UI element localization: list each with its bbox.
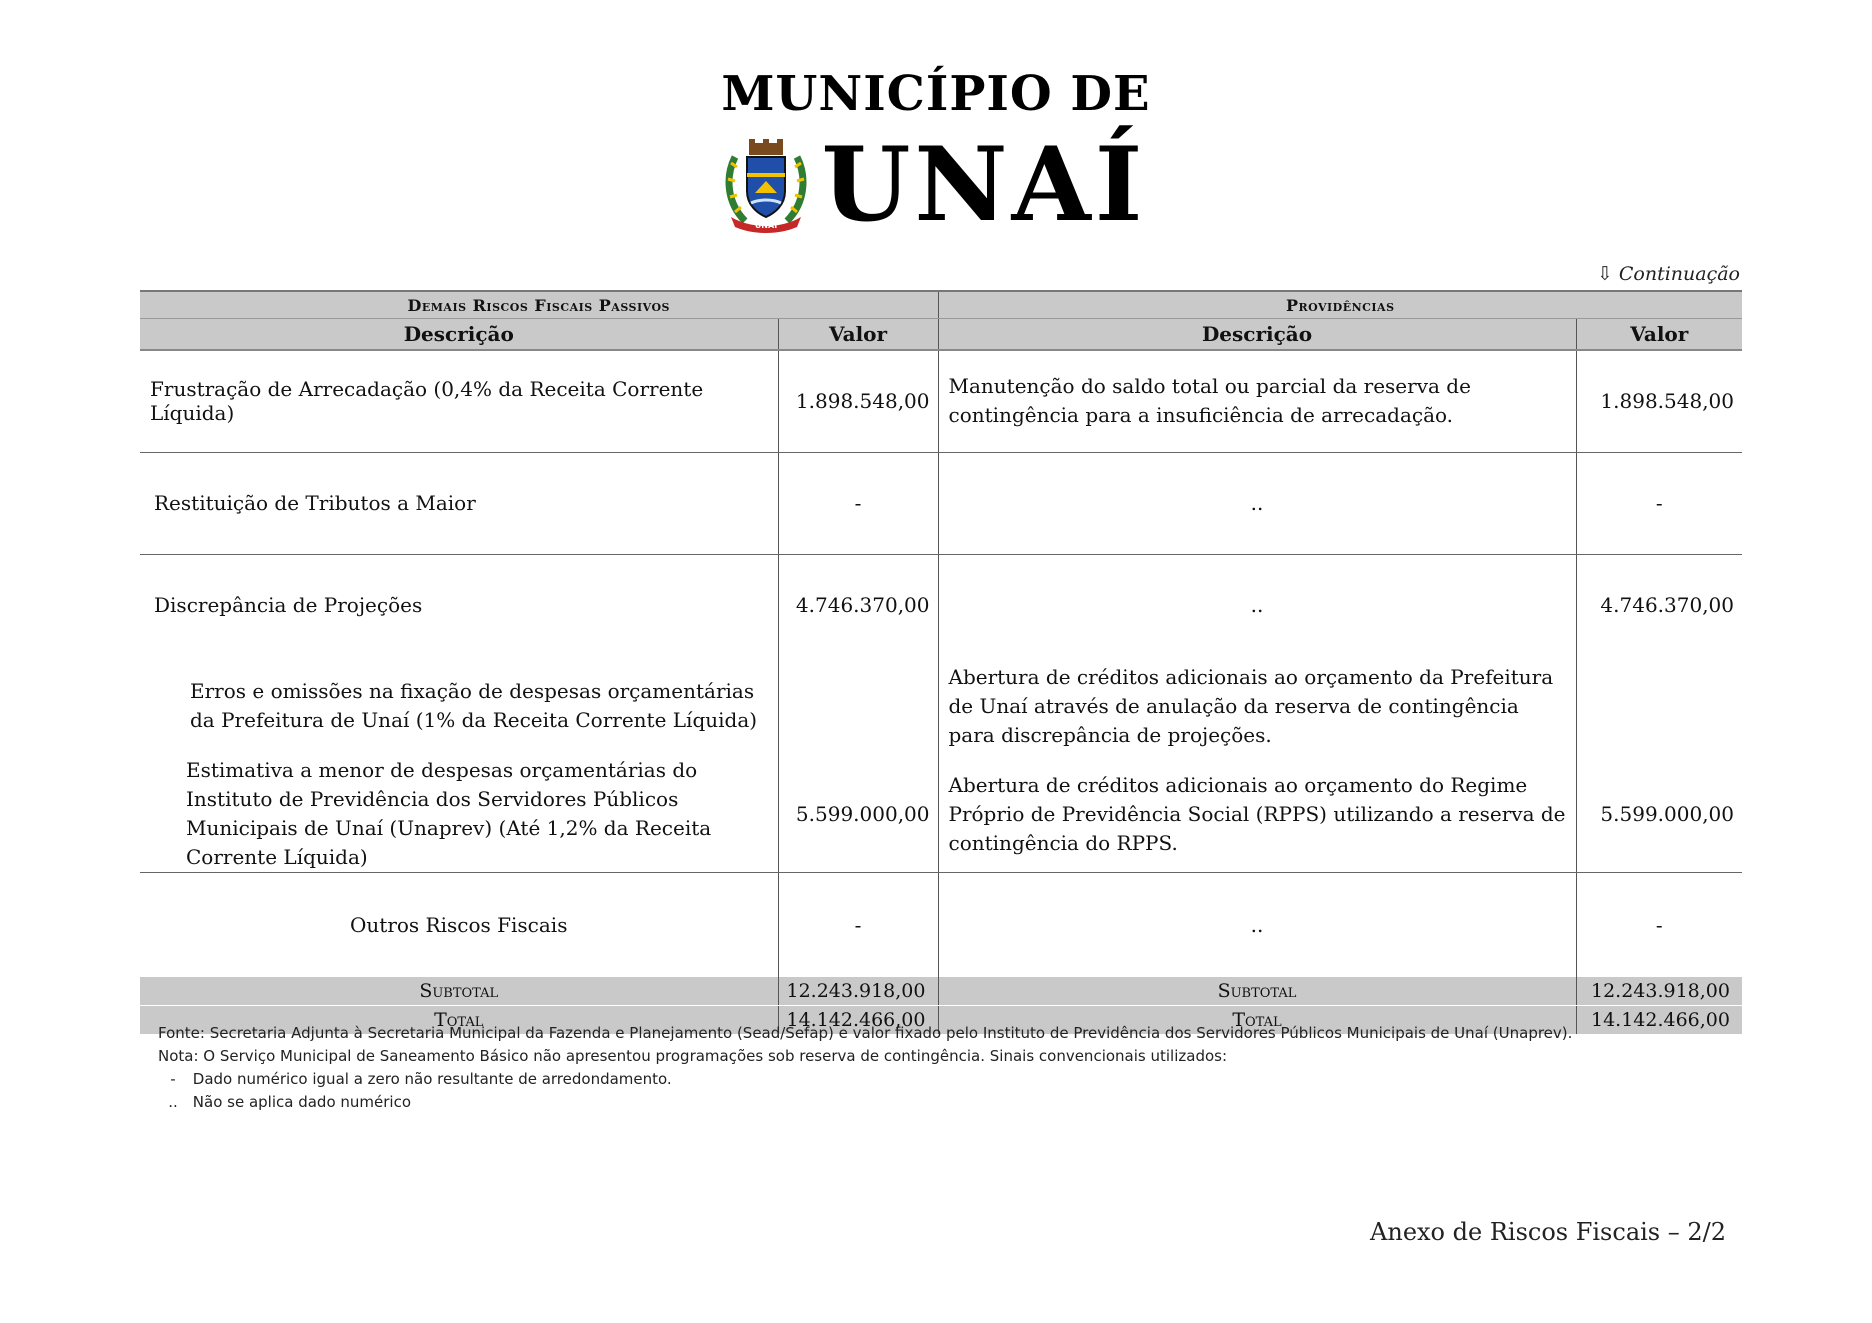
table-row: [140, 554, 1742, 656]
action-value: 1.898.548,00: [1576, 350, 1742, 452]
risk-value: 1.898.548,00: [778, 350, 938, 452]
coat-of-arms-icon: [725, 137, 807, 233]
total-label-right: Total: [938, 1005, 1576, 1034]
total-value-right: 14.142.466,00: [1576, 1005, 1742, 1034]
action-value: -: [1576, 452, 1742, 554]
symbol-dash-meaning: Dado numérico igual a zero não resultante de arredondamento.: [192, 1070, 672, 1088]
column-header-row: [140, 319, 1742, 351]
table-notes: [158, 1022, 1572, 1114]
risk-sub-description: Erros e omissões na fixação de despesas orçamentárias da Prefeitura de Unaí (1% da Receita Corrente Líquida): [140, 656, 778, 756]
table-row: [140, 756, 1742, 873]
section-header-row: [140, 291, 1742, 319]
table-row: [140, 656, 1742, 756]
action-description: Manutenção do saldo total ou parcial da reserva de contingência para a insuficiência de arrecadação.: [938, 350, 1576, 452]
risk-value: 4.746.370,00: [778, 554, 938, 656]
table-row: [140, 873, 1742, 977]
risk-sub-value: 5.599.000,00: [778, 756, 938, 873]
risk-sub-value: [778, 656, 938, 756]
symbol-dots-meaning: Não se aplica dado numérico: [192, 1093, 411, 1111]
risk-description: Frustração de Arrecadação (0,4% da Receita Corrente Líquida): [140, 350, 778, 452]
subtotal-value-right: 12.243.918,00: [1576, 977, 1742, 1006]
section-actions-heading: Providências: [938, 291, 1742, 319]
risk-value: -: [778, 873, 938, 977]
symbol-dots: ..: [168, 1093, 178, 1111]
crest-ribbon-text: UNAÍ: [755, 221, 778, 230]
source-note: Fonte: Secretaria Adjunta à Secretaria Municipal da Fazenda e Planejamento (Sead/Sefap) e valor fixado pelo Instituto de Previdência dos Servidores Públicos Municipais de Unaí (Unaprev).: [158, 1024, 1573, 1042]
symbol-legend-item: [158, 1068, 1572, 1091]
risk-value: -: [778, 452, 938, 554]
subtotal-label-right: Subtotal: [938, 977, 1576, 1006]
general-note: Nota: O Serviço Municipal de Saneamento Básico não apresentou programações sob reserva de contingência. Sinais convencionais utilizados:: [158, 1047, 1228, 1065]
risk-description: Restituição de Tributos a Maior: [140, 452, 778, 554]
subtotal-row: [140, 977, 1742, 1006]
col-action-description: Descrição: [938, 319, 1576, 351]
col-risk-description: Descrição: [140, 319, 778, 351]
page-footer: Anexo de Riscos Fiscais – 2/2: [1370, 1218, 1726, 1246]
municipality-label: MUNICÍPIO DE: [721, 66, 1151, 122]
action-sub-value: 5.599.000,00: [1576, 756, 1742, 873]
col-risk-value: Valor: [778, 319, 938, 351]
action-description: ..: [938, 452, 1576, 554]
subtotal-value-left: 12.243.918,00: [778, 977, 938, 1006]
total-value-left: 14.142.466,00: [778, 1005, 938, 1034]
table-row: [140, 350, 1742, 452]
city-name: UNAÍ: [821, 125, 1147, 245]
city-row: [0, 125, 1872, 245]
symbol-dash: -: [170, 1070, 176, 1088]
section-risks-heading: Demais Riscos Fiscais Passivos: [140, 291, 938, 319]
risk-sub-description: Estimativa a menor de despesas orçamentárias do Instituto de Previdência dos Servidores Públicos Municipais de Unaí (Unaprev) (Até 1,2% da Receita Corrente Líquida): [140, 756, 778, 873]
risk-description: Discrepância de Projeções: [140, 554, 778, 656]
table-row: [140, 452, 1742, 554]
action-value: 4.746.370,00: [1600, 593, 1734, 618]
action-description: ..: [938, 873, 1576, 977]
symbol-legend-item: [158, 1091, 1572, 1114]
page-header: [0, 66, 1872, 245]
col-action-value: Valor: [1576, 319, 1742, 351]
total-label-left: Total: [140, 1005, 778, 1034]
action-sub-value: [1576, 656, 1742, 756]
subtotal-label-left: Subtotal: [140, 977, 778, 1006]
action-sub-description: Abertura de créditos adicionais ao orçamento do Regime Próprio de Previdência Social (RPPS) utilizando a reserva de contingência do RPPS.: [938, 756, 1576, 873]
action-sub-description: Abertura de créditos adicionais ao orçamento da Prefeitura de Unaí através de anulação da reserva de contingência para discrepância de projeções.: [938, 656, 1576, 756]
continuation-label: ⇩ Continuação: [1596, 263, 1740, 285]
action-description: ..: [938, 554, 1576, 656]
action-value: -: [1655, 912, 1663, 937]
fiscal-risks-table: [140, 290, 1742, 1035]
risk-description: Outros Riscos Fiscais: [140, 873, 778, 977]
